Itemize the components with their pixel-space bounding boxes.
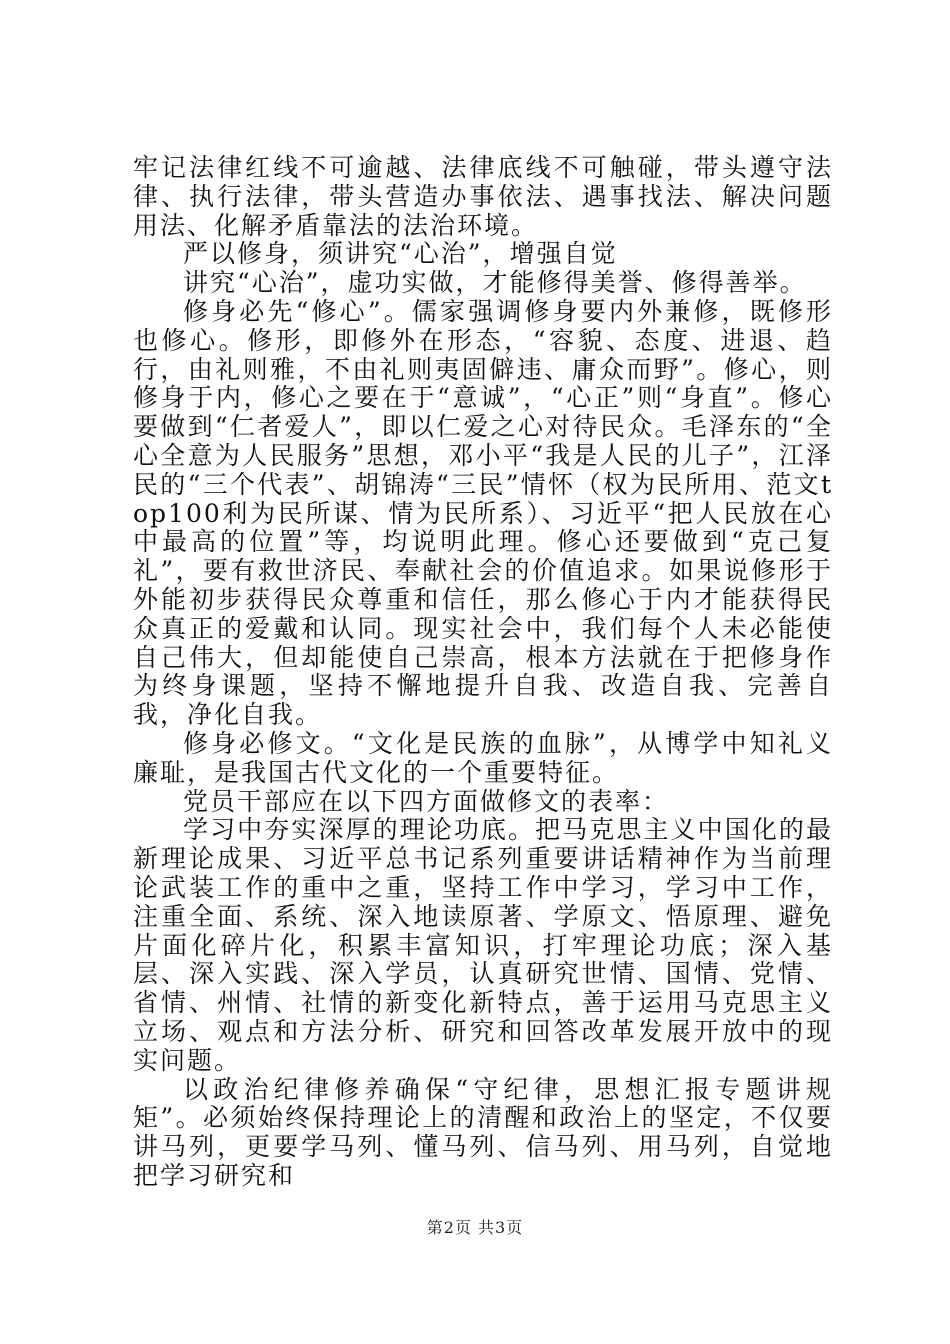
page-number-footer: 第2页 共3页 [426,1218,524,1237]
paragraph-5: 修身必修文。“文化是民族的血脉”，从博学中知礼义廉耻，是我国古代文化的一个重要特征。 [133,728,833,787]
paragraph-1: 牢记法律红线不可逾越、法律底线不可触碰，带头遵守法律、执行法律，带头营造办事依法、遇事找法、解决问题用法、化解矛盾靠法的法治环境。 [133,153,833,240]
document-body [133,154,833,1191]
paragraph-7: 学习中夯实深厚的理论功底。把马克思主义中国化的最新理论成果、习近平总书记系列重要讲话精神作为当前理论武装工作的重中之重，坚持工作中学习，学习中工作，注重全面、系统、深入地读原著、学原文、悟原理、避免片面化碎片化，积累丰富知识，打牢理论功底；深入基层、深入实践、深入学员，认真研究世情、国情、党情、省情、州情、社情的新变化新特点，善于运用马克思主义立场、观点和方法分析、研究和回答改革发展开放中的现实问题。 [133,815,833,1075]
paragraph-6: 党员干部应在以下四方面做修文的表率： [183,786,670,816]
paragraph-2-heading: 严以修身，须讲究“心治”，增强自觉 [183,239,618,269]
paragraph-8: 以政治纪律修养确保“守纪律，思想汇报专题讲规矩”。必须始终保持理论上的清醒和政治上的坚定，不仅要讲马列，更要学马列、懂马列、信马列、用马列，自觉地把学习研究和 [133,1074,833,1190]
paragraph-3: 讲究“心治”，虚功实做，才能修得美誉、修得善举。 [183,268,807,298]
paragraph-4: 修身必先“修心”。儒家强调修身要内外兼修，既修形也修心。修形，即修外在形态，“容貌、态度、进退、趋行，由礼则雅，不由礼则夷固僻违、庸众而野”。修心，则修身于内，修心之要在于“意诚”，“心正”则“身直”。修心要做到“仁者爱人”，即以仁爱之心对待民众。毛泽东的“全心全意为人民服务”思想，邓小平“我是人民的儿子”，江泽民的“三个代表”、胡锦涛“三民”情怀（权为民所用、范文top100利为民所谋、情为民所系）、习近平“把人民放在心中最高的位置”等，均说明此理。修心还要做到“克己复礼”，要有救世济民、奉献社会的价值追求。如果说修形于外能初步获得民众尊重和信任，那么修心于内才能获得民众真正的爱戴和认同。现实社会中，我们每个人未必能使自己伟大，但却能使自己崇高，根本方法就在于把修身作为终身课题，坚持不懈地提升自我、改造自我、完善自我，净化自我。 [133,296,833,730]
